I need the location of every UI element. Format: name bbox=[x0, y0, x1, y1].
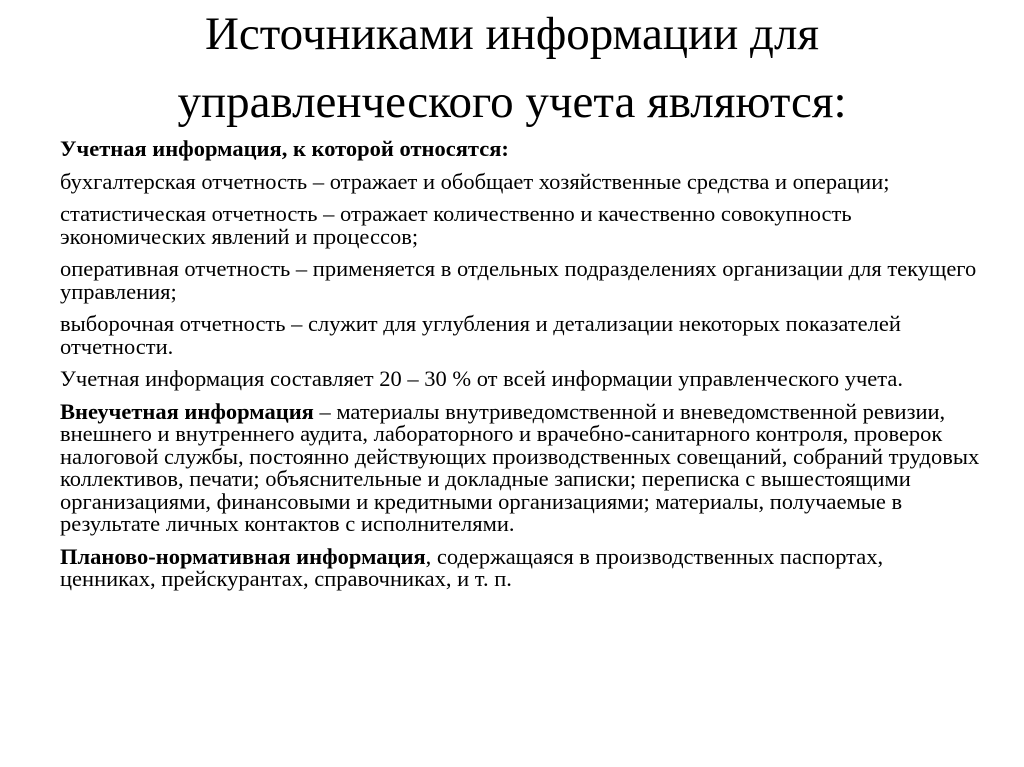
planning-normative-info bbox=[60, 543, 980, 591]
slide-title bbox=[20, 0, 1004, 136]
slide-body bbox=[60, 138, 980, 601]
non-accounting-description: – материалы внутриведомственной и вневедомственной ревизии, внешнего и внутреннего аудита, лабораторного и врачебно-санитарного контроля, проверок налоговой службы, постоянно действующих производственных совещаний, собраний трудовых коллективов, печати; объяснительные и докладные записки; переписка с вышестоящими организациями, финансовыми и кредитными организациями; материалы, получаемые в результате личных контактов с исполнителями. bbox=[60, 398, 980, 536]
item-operational-reporting: оперативная отчетность – применяется в отдельных подразделениях организации для текущего управления; bbox=[60, 256, 977, 304]
item-accounting-reporting: бухгалтерская отчетность – отражает и обобщает хозяйственные средства и операции; bbox=[60, 168, 890, 194]
non-accounting-info bbox=[60, 398, 980, 536]
item-selective-reporting: выборочная отчетность – служит для углубления и детализации некоторых показателей отчетности. bbox=[60, 311, 901, 359]
title-line-1: Источниками информации для bbox=[204, 8, 820, 60]
planning-normative-description: , содержащаяся в производственных паспортах, ценниках, прейскурантах, справочниках, и т. п. bbox=[60, 543, 884, 591]
planning-normative-term: Планово-нормативная информация bbox=[60, 543, 426, 569]
item-statistical-reporting: статистическая отчетность – отражает количественно и качественно совокупность экономических явлений и процессов; bbox=[60, 201, 852, 249]
accounting-info-share: Учетная информация составляет 20 – 30 % от всей информации управленческого учета. bbox=[60, 366, 904, 391]
accounting-info-heading: Учетная информация, к которой относятся: bbox=[60, 136, 509, 161]
non-accounting-term: Внеучетная информация bbox=[60, 398, 314, 424]
title-line-2: управленческого учета являются: bbox=[177, 76, 847, 128]
